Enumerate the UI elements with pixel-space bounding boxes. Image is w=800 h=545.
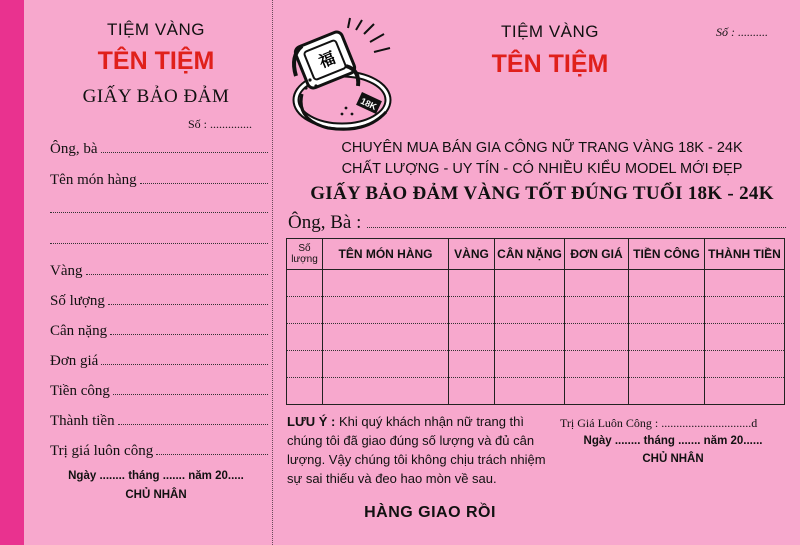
- note-paragraph: [287, 412, 555, 488]
- table-cell[interactable]: [287, 324, 323, 351]
- stub-blank-line: [50, 243, 268, 244]
- delivered-stamp: HÀNG GIAO RỒI: [364, 504, 496, 521]
- col-header-unit-price: ĐƠN GIÁ: [565, 239, 629, 270]
- stub-field-label: Vàng: [50, 263, 83, 279]
- customer-label: Ông, Bà :: [288, 212, 362, 233]
- stub-field-labor: [50, 382, 268, 400]
- table-cell[interactable]: [287, 270, 323, 297]
- table-row: [287, 351, 785, 378]
- stub-shop-label: TIỆM VÀNG: [106, 20, 205, 39]
- table-cell[interactable]: [705, 351, 785, 378]
- fill-line: [108, 292, 268, 305]
- customer-field: [288, 212, 786, 234]
- table-cell[interactable]: [629, 378, 705, 405]
- table-cell[interactable]: [495, 324, 565, 351]
- table-cell[interactable]: [495, 351, 565, 378]
- stub-field-label: Đơn giá: [50, 353, 99, 369]
- table-cell[interactable]: [565, 270, 629, 297]
- table-row: [287, 270, 785, 297]
- col-header-quantity: [287, 239, 323, 270]
- table-row: [287, 297, 785, 324]
- stub-field-label: Cân nặng: [50, 323, 108, 339]
- fill-line: [113, 382, 268, 395]
- table-cell[interactable]: [287, 297, 323, 324]
- main-date-line: Ngày ........ tháng ....... năm 20......: [583, 435, 763, 447]
- stub-serial: Số : ..............: [188, 117, 253, 131]
- table-cell[interactable]: [705, 270, 785, 297]
- main-shop-name: TÊN TIỆM: [491, 50, 609, 78]
- main-serial: Số : ..........: [716, 25, 768, 39]
- table-cell[interactable]: [449, 351, 495, 378]
- table-cell[interactable]: [565, 324, 629, 351]
- stub-blank-line: [50, 212, 268, 213]
- table-cell[interactable]: [495, 297, 565, 324]
- fill-line: [156, 442, 268, 455]
- table-cell[interactable]: [565, 351, 629, 378]
- table-cell[interactable]: [323, 324, 449, 351]
- ring-logo-icon: [286, 16, 394, 134]
- ring-char: 福: [316, 47, 339, 72]
- table-cell[interactable]: [287, 351, 323, 378]
- stub-shop-name: TÊN TIỆM: [97, 47, 215, 75]
- note-text: Khi quý khách nhận nữ trang thì chúng tôi đã giao đúng số lượng và đủ cân lượng. Vậy chúng tôi không chịu trách nhiệm sự sai thiếu và đeo hao mòn về sau.: [287, 414, 546, 486]
- stub-field-weight: [50, 322, 268, 340]
- table-cell[interactable]: [323, 270, 449, 297]
- stub-field-quantity: [50, 292, 268, 310]
- items-table: [286, 238, 785, 405]
- ring-karat-label: 18K: [358, 95, 379, 112]
- stub-signature-label: CHỦ NHÂN: [125, 489, 187, 501]
- stub-doc-title: GIẤY BẢO ĐẢM: [82, 86, 230, 107]
- table-cell[interactable]: [629, 351, 705, 378]
- stub-field-customer: [50, 140, 268, 158]
- col-header-item: TÊN MÓN HÀNG: [323, 239, 449, 270]
- stub-field-item: [50, 171, 268, 189]
- fill-line: [86, 262, 269, 275]
- stub-field-total: [50, 412, 268, 430]
- stub-field-label: Tiền công: [50, 383, 110, 399]
- table-cell[interactable]: [449, 270, 495, 297]
- value-with-labor-line: Trị Giá Luôn Công : ..............................d: [560, 416, 758, 430]
- table-cell[interactable]: [449, 324, 495, 351]
- col-header-weight: CÂN NẶNG: [495, 239, 565, 270]
- table-cell[interactable]: [565, 297, 629, 324]
- slogan-line-1: CHUYÊN MUA BÁN GIA CÔNG NỮ TRANG VÀNG 18K - 24K: [341, 140, 743, 156]
- stub-field-label: Trị giá luôn công: [50, 443, 154, 459]
- document-headline: GIẤY BẢO ĐẢM VÀNG TỐT ĐÚNG TUỔI 18K - 24K: [310, 183, 774, 204]
- stub-field-label: Số lượng: [50, 293, 105, 309]
- table-cell[interactable]: [495, 270, 565, 297]
- binding-strip: [0, 0, 24, 545]
- table-cell[interactable]: [323, 351, 449, 378]
- table-cell[interactable]: [705, 378, 785, 405]
- table-row: [287, 378, 785, 405]
- stub-field-label: Thành tiền: [50, 413, 115, 429]
- table-cell[interactable]: [323, 297, 449, 324]
- slogan-line-2: CHẤT LƯỢNG - UY TÍN - CÓ NHIỀU KIỂU MODEL MỚI ĐẸP: [341, 161, 743, 177]
- table-cell[interactable]: [495, 378, 565, 405]
- fill-line: [101, 140, 269, 153]
- col-header-gold: VÀNG: [449, 239, 495, 270]
- fill-line: [101, 352, 268, 365]
- stub-field-labor-value: [50, 442, 268, 460]
- table-cell[interactable]: [629, 270, 705, 297]
- fill-line: [140, 171, 268, 184]
- fill-line: [367, 213, 786, 228]
- table-cell[interactable]: [449, 297, 495, 324]
- col-header-quantity-line2: lượng: [291, 254, 318, 265]
- table-cell[interactable]: [705, 324, 785, 351]
- stub-field-gold: [50, 262, 268, 280]
- table-cell[interactable]: [449, 378, 495, 405]
- table-cell[interactable]: [705, 297, 785, 324]
- stub-date-line: Ngày ........ tháng ....... năm 20.....: [68, 470, 244, 482]
- table-cell[interactable]: [629, 324, 705, 351]
- perforation-line: [272, 0, 273, 545]
- stub-field-label: Ông, bà: [50, 141, 98, 157]
- note-label: LƯU Ý :: [287, 414, 336, 429]
- col-header-quantity-line1: Số: [298, 243, 311, 254]
- fill-line: [110, 322, 268, 335]
- col-header-labor: TIỀN CÔNG: [629, 239, 705, 270]
- main-signature-label: CHỦ NHÂN: [642, 453, 704, 465]
- fill-line: [118, 412, 268, 425]
- table-cell[interactable]: [565, 378, 629, 405]
- stub-field-unit-price: [50, 352, 268, 370]
- main-shop-label: TIỆM VÀNG: [500, 22, 599, 41]
- table-cell[interactable]: [629, 297, 705, 324]
- table-row: [287, 324, 785, 351]
- stub-field-label: Tên món hàng: [50, 172, 137, 188]
- table-cell[interactable]: [287, 378, 323, 405]
- table-cell[interactable]: [323, 378, 449, 405]
- table-header-row: [287, 239, 785, 270]
- col-header-total: THÀNH TIỀN: [705, 239, 785, 270]
